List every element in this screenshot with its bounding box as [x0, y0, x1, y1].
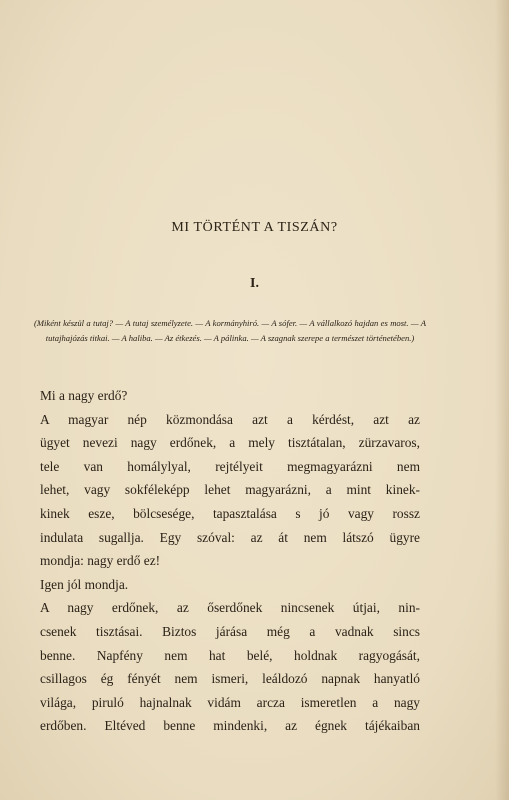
- text-line: mondja: nagy erdő ez!: [40, 553, 161, 569]
- chapter-numeral: I.: [250, 276, 259, 291]
- body-text: [40, 384, 420, 738]
- text-line: kinek esze, bölcsesége, tapasztalása s jó vagy rossz: [40, 505, 420, 521]
- text-line: Igen jól mondja.: [40, 576, 129, 592]
- chapter-title: MI TÖRTÉNT A TISZÁN?: [171, 220, 338, 235]
- text-line: benne. Napfény nem hat belé, holdnak ragyogását,: [40, 647, 420, 663]
- text-line: csenek tisztásai. Biztos járása még a vadnak sincs: [40, 623, 420, 639]
- chapter-summary: (Miként készül a tutaj? — A tutaj személyzete. — A kormányhiró. — A sófer. — A vállalkozó hajdan es most. — A tutajhajózás titkai. — A haliba. — Az étkezés. — A pálinka. — A szagnak szerepe a természet történetében.): [34, 318, 426, 343]
- text-line: világa, piruló hajnalnak vidám arcza ismeretlen a nagy: [40, 694, 420, 710]
- text-line: Mi a nagy erdő?: [40, 388, 128, 403]
- text-line: A magyar nép közmondása azt a kérdést, azt az: [40, 411, 420, 427]
- text-line: lehet, vagy sokféleképp lehet magyarázni, a mint kinek-: [40, 482, 420, 498]
- text-line: A nagy erdőnek, az őserdőnek nincsenek útjai, nin-: [40, 600, 420, 616]
- text-line: tele van homálylyal, rejtélyeit megmagyarázni nem: [40, 458, 420, 474]
- text-line: indulata sugallja. Egy szóval: az át nem látszó ügyre: [40, 529, 420, 545]
- text-line: ügyet nevezi nagy erdőnek, a mely tisztátalan, zürzavaros,: [40, 435, 420, 451]
- page-edge-shadow: [495, 0, 509, 800]
- text-line: erdőben. Eltéved benne mindenki, az égnek tájékaiban: [40, 718, 420, 734]
- text-line: csillagos ég fényét nem ismeri, leáldozó napnak hanyatló: [40, 671, 420, 687]
